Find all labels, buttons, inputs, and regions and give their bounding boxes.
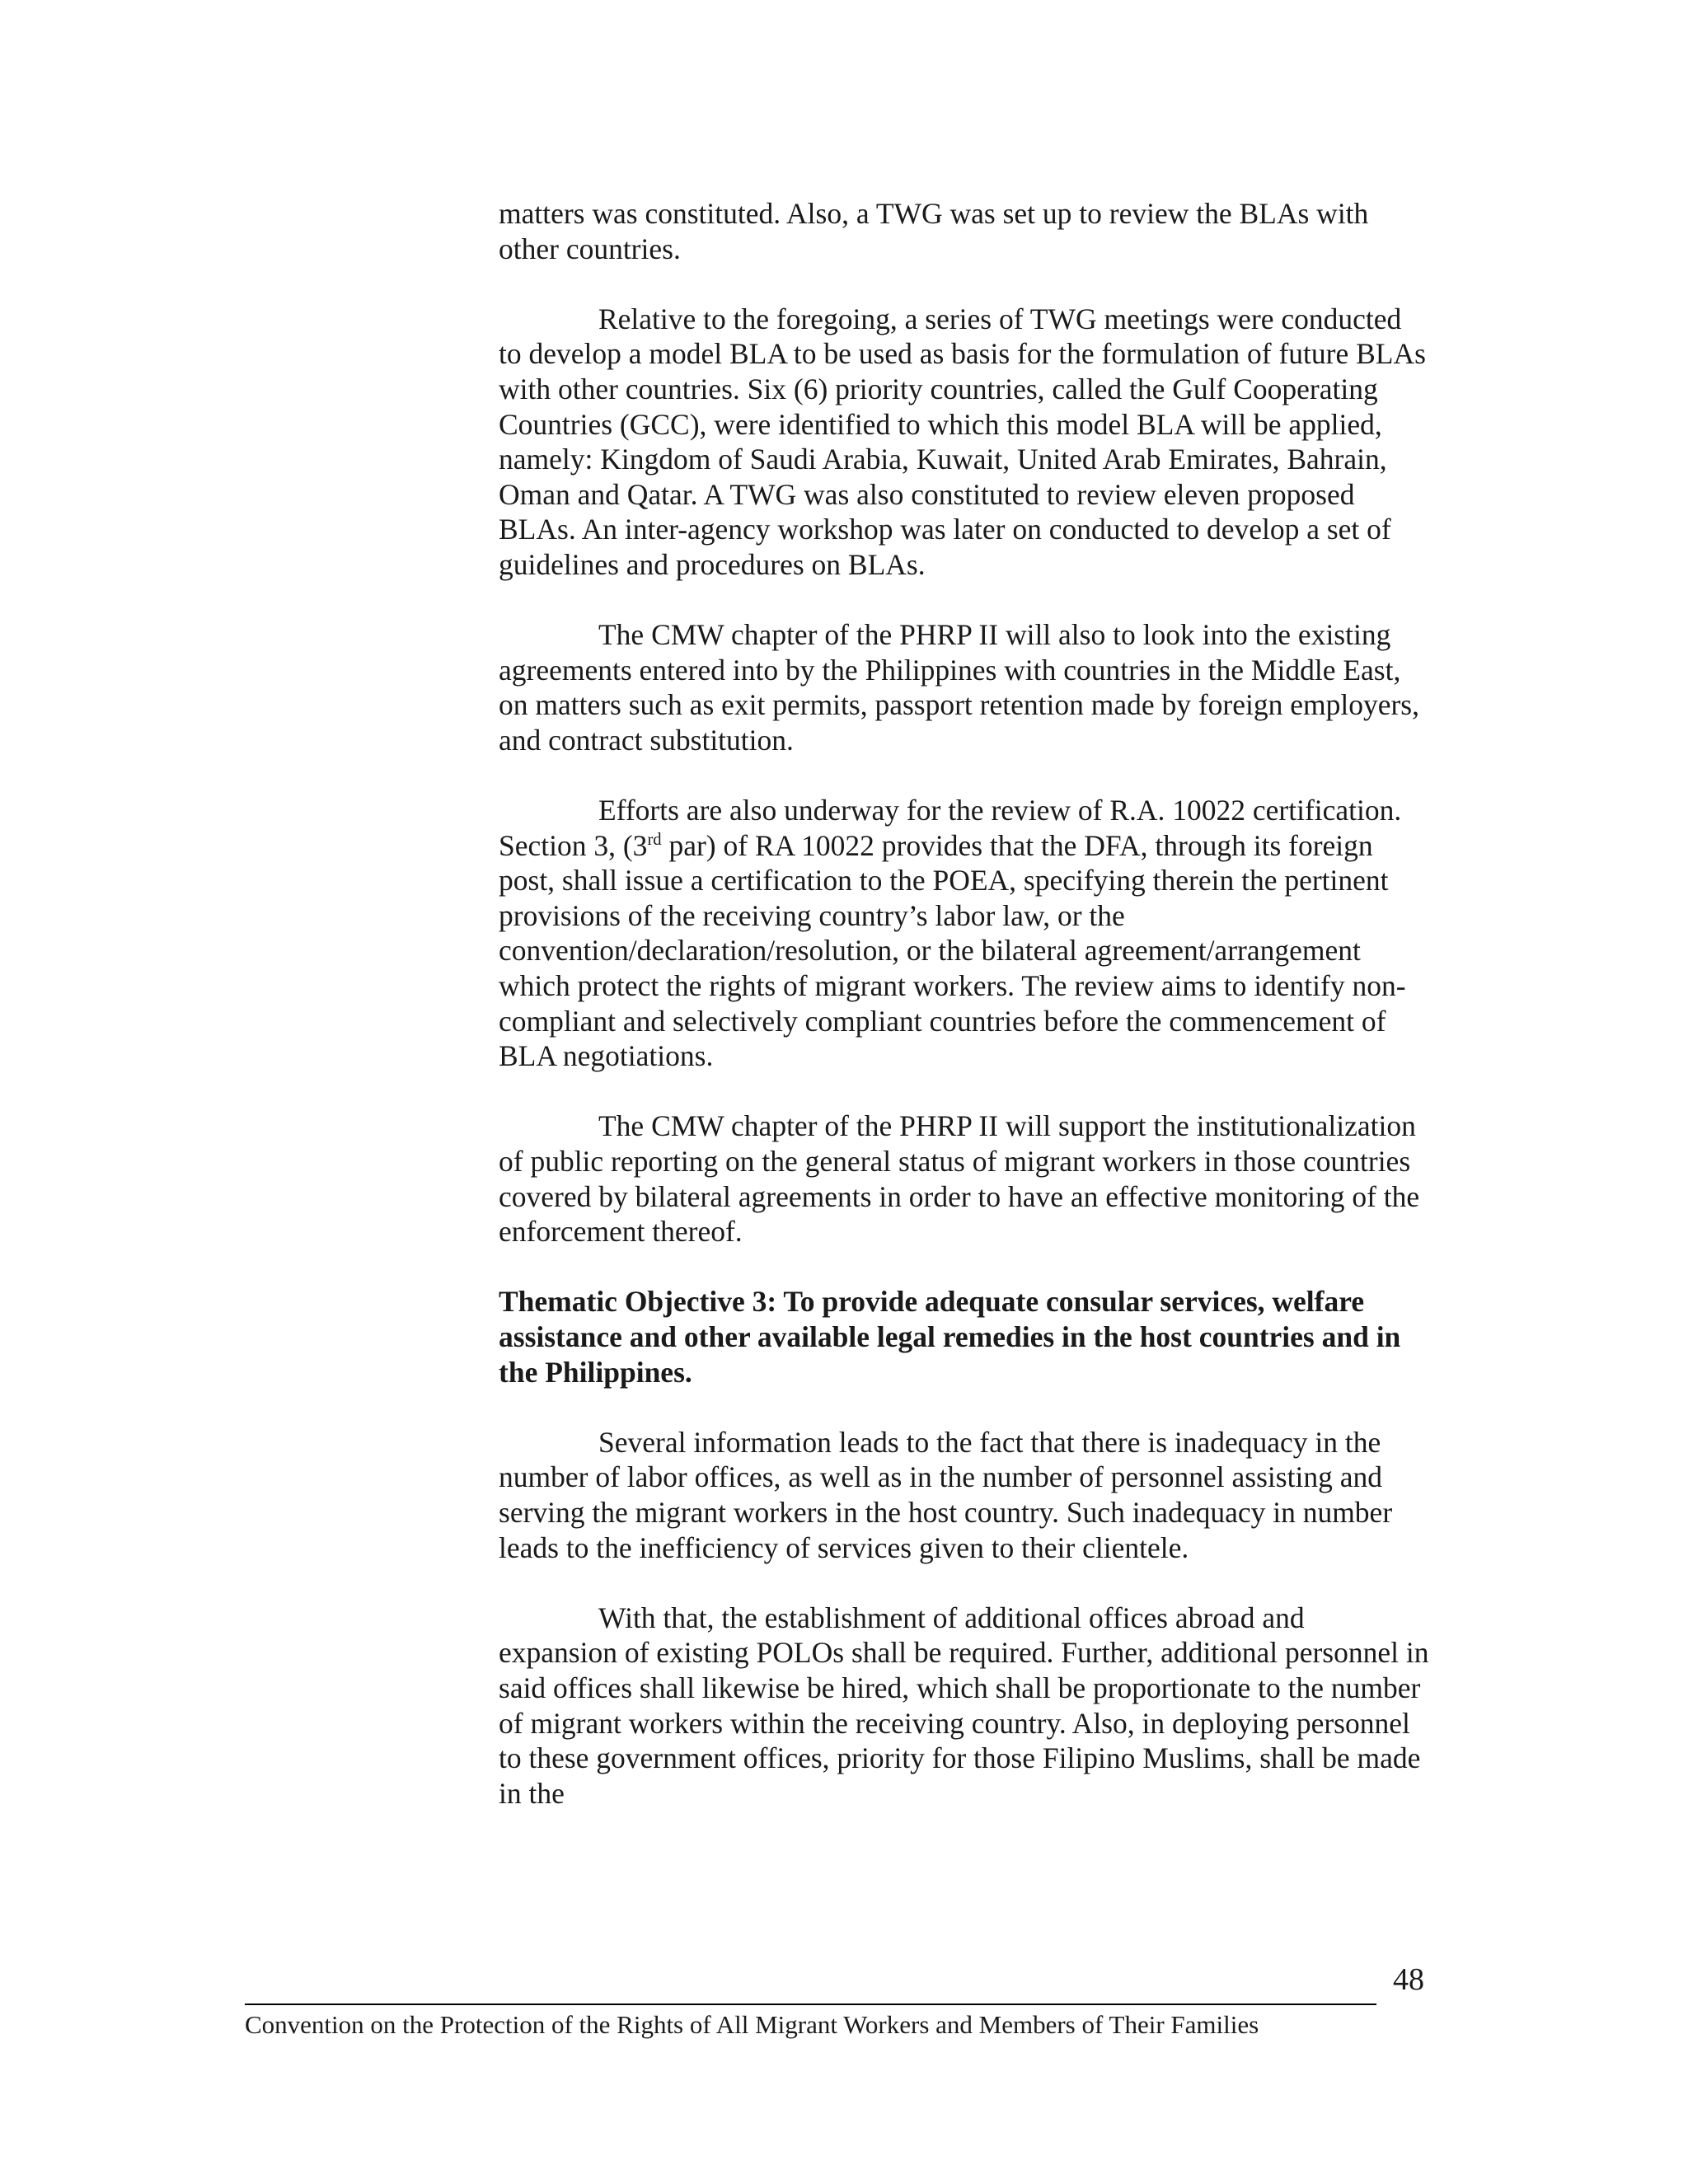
paragraph-ra-10022-text-a: Efforts are also underway for the review of R.A. 10022 certification. Section 3, (3 xyxy=(499,794,1402,862)
paragraph-cmw-existing-agreements: The CMW chapter of the PHRP II will also to look into the existing agreements entered into by the Philippines with countries in the Middle East, on matters such as exit permits, passport retention made by foreign employers, and contract substitution. xyxy=(499,618,1419,757)
ordinal-superscript: rd xyxy=(647,830,662,849)
footer-title: Convention on the Protection of the Rights of All Migrant Workers and Members of Their Families xyxy=(245,2010,1259,2039)
footer-divider xyxy=(245,2004,1376,2005)
paragraph-twg-meetings: Relative to the foregoing, a series of TWG meetings were conducted to develop a model BLA to be used as basis for the formulation of future BLAs with other countries. Six (6) priority countries, called the Gulf Cooperating Countries (GCC), were identified to which this model BLA will be applied, namely: Kingdom of Saudi Arabia, Kuwait, United Arab Emirates, Bahrain, Oman and Qatar. A TWG was also constituted to review eleven proposed BLAs. An inter-agency workshop was later on conducted to develop a set of guidelines and procedures on BLAs. xyxy=(499,302,1426,581)
body-text xyxy=(499,196,1430,1846)
paragraph-additional-offices: With that, the establishment of additional offices abroad and expansion of existing POLOs shall be required. Further, additional personnel in said offices shall likewise be hired, which shall be proportionate to the number of migrant workers within the receiving country. Also, in deploying personnel to these government offices, priority for those Filipino Muslims, shall be made in the xyxy=(499,1601,1429,1810)
paragraph-public-reporting: The CMW chapter of the PHRP II will support the institutionalization of public reporting on the general status of migrant workers in those countries covered by bilateral agreements in order to have an effective monitoring of the enforcement thereof. xyxy=(499,1109,1420,1249)
page-number: 48 xyxy=(1393,1962,1424,1997)
paragraph-ra-10022-review xyxy=(499,793,1430,1074)
section-heading: Thematic Objective 3: To provide adequate consular services, welfare assistance and other available legal remedies in the host countries and in the Philippines. xyxy=(499,1285,1401,1389)
paragraph-inadequacy: Several information leads to the fact that there is inadequacy in the number of labor offices, as well as in the number of personnel assisting and serving the migrant workers in the host country. Such inadequacy in number leads to the inefficiency of services given to their clientele. xyxy=(499,1425,1393,1564)
paragraph-continuation: matters was constituted. Also, a TWG was set up to review the BLAs with other countries. xyxy=(499,197,1369,265)
paragraph-ra-10022-text-b: par) of RA 10022 provides that the DFA, through its foreign post, shall issue a certification to the POEA, specifying therein the pertinent provisions of the receiving country’s labor law, or the convention/declaration/resolution, or the bilateral agreement/arrangement which protect the rights of migrant workers. The review aims to identify non-compliant and selectively compliant countries before the commencement of BLA negotiations. xyxy=(499,828,1406,1073)
